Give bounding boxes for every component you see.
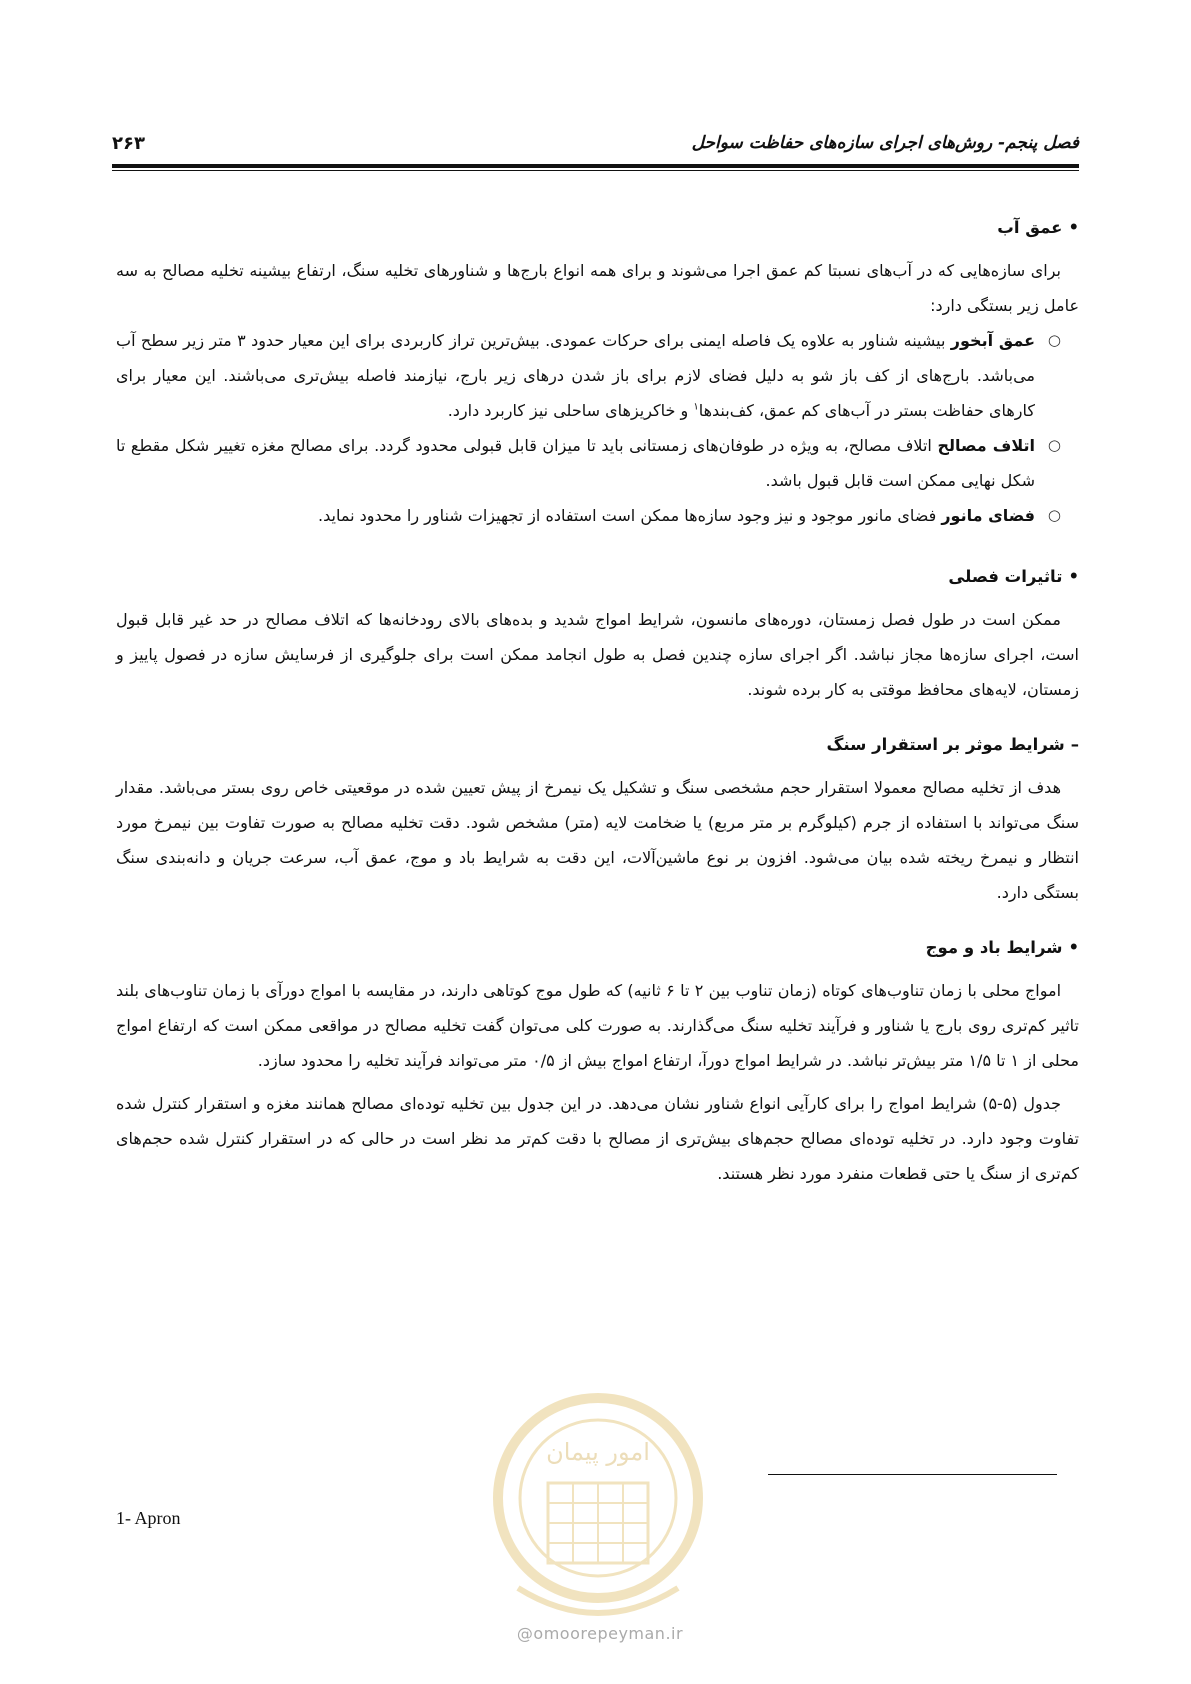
- heading-text: تاثیرات فصلی: [948, 567, 1063, 586]
- term-material-loss: اتلاف مصالح: [937, 436, 1035, 455]
- item-text-after: و خاکریزهای ساحلی نیز کاربرد دارد.: [447, 401, 694, 420]
- watermark-logo: [478, 1388, 718, 1648]
- dash-marker: –: [1070, 735, 1079, 754]
- chapter-title: فصل پنجم- روش‌های اجرای سازه‌های حفاظت سواحل: [691, 133, 1079, 153]
- page-body: [116, 210, 1079, 1191]
- paragraph-stone-placement: هدف از تخلیه مصالح معمولا استقرار حجم مشخصی سنگ و تشکیل یک نیمرخ از پیش تعیین شده در موقعیتی خاص روی بستر می‌باشد. مقدار سنگ می‌تواند با استفاده از جرم (کیلوگرم بر متر مربع) یا ضخامت لایه (متر) مشخص شود. دقت تخلیه مصالح به صورت تفاوت بین نیمرخ مورد انتظار و نیمرخ ریخته شده بیان می‌شود. افزون بر نوع ماشین‌آلات، این دقت به شرایط باد و موج، عمق آب، سرعت جریان و دانه‌بندی سنگ بستگی دارد.: [116, 778, 1079, 902]
- paragraph-wind-wave-1: امواج محلی با زمان تناوب‌های کوتاه (زمان تناوب بین ۲ تا ۶ ثانیه) که طول موج کوتاهی دارند، در مقایسه با امواج دورآی با زمان تناوب‌های بلند تاثیر کم‌تری روی بارج یا شناور و فرآیند تخلیه سنگ می‌گذارند. به صورت کلی می‌توان گفت تخلیه مصالح در مواقعی ممکن است که ارتفاع امواج محلی از ۱ تا ۱/۵ متر بیش‌تر نباشد. در شرایط امواج دورآ، ارتفاع امواج بیش از ۰/۵ متر می‌تواند فرآیند تخلیه را محدود سازد.: [116, 981, 1079, 1070]
- footnote-separator: [768, 1474, 1057, 1475]
- item-text: بیشینه شناور به علاوه یک فاصله ایمنی برای حرکات عمودی. بیش‌ترین تراز کاربردی برای این معیار حدود ۳ متر زیر سطح آب می‌باشد. بارج‌های از کف باز شو به دلیل فضای لازم برای باز شدن درهای زیر بارج، نیازمند فاصله بیش‌تری می‌باشند. این معیار برای کارهای حفاظت بستر در آب‌های کم عمق، کف‌بندها: [116, 331, 1035, 420]
- footnote: 1- Apron: [116, 1508, 181, 1528]
- term-draft-depth: عمق آبخور: [950, 331, 1035, 350]
- heading-text: شرایط موثر بر استقرار سنگ: [826, 735, 1065, 754]
- heading-text: شرایط باد و موج: [925, 938, 1063, 957]
- running-header: [112, 128, 1079, 158]
- paragraph-seasonal-effects: ممکن است در طول فصل زمستان، دوره‌های مانسون، شرایط امواج شدید و بده‌های بالای رودخانه‌ها که اتلاف مصالح در حد غیر قابل قبول است، اجرای سازه‌ها مجاز نباشد. اگر اجرای سازه چندین فصل به طول انجامد ممکن است برای جلوگیری از فرسایش سازه در فصول پاییز و زمستان، لایه‌های محافظ موقتی به کار برده شوند.: [116, 610, 1079, 699]
- circle-bullet-icon: ○: [1047, 331, 1061, 349]
- item-text: اتلاف مصالح، به ویژه در طوفان‌های زمستانی باید تا میزان قابل قبولی محدود گردد. برای مصالح مغزه تغییر شکل مقطع تا شکل نهایی ممکن است قابل قبول باشد.: [116, 436, 1035, 490]
- list-item-draft-depth: [116, 323, 1061, 428]
- water-depth-factors-list: [116, 323, 1079, 533]
- bullet-marker: •: [1068, 567, 1079, 586]
- header-rule-thick: [112, 164, 1079, 168]
- header-rule-thin: [112, 170, 1079, 171]
- heading-stone-placement: [116, 727, 1079, 762]
- page-number: ۲۶۳: [112, 132, 145, 154]
- list-item-material-loss: [116, 428, 1061, 498]
- circle-bullet-icon: ○: [1047, 436, 1061, 454]
- term-maneuver-space: فضای مانور: [941, 506, 1035, 525]
- circle-bullet-icon: ○: [1047, 506, 1061, 524]
- heading-wind-wave: [116, 930, 1079, 965]
- heading-water-depth: [116, 210, 1079, 245]
- list-item-maneuver-space: [116, 498, 1061, 533]
- item-text: فضای مانور موجود و نیز وجود سازه‌ها ممکن است استفاده از تجهیزات شناور را محدود نماید.: [318, 506, 937, 525]
- heading-text: عمق آب: [997, 218, 1063, 237]
- paragraph-wind-wave-2: جدول (۵-۵) شرایط امواج را برای کارآیی انواع شناور نشان می‌دهد. در این جدول بین تخلیه توده‌ای مصالح همانند مغزه و استقرار کنترل شده تفاوت وجود دارد. در تخلیه توده‌ای مصالح حجم‌های بیش‌تری از مصالح با دقت کم‌تر مد نظر است در حالی که در استقرار کنترل شده حجم‌های کم‌تری از سنگ یا حتی قطعات منفرد مورد نظر هستند.: [116, 1094, 1079, 1183]
- paragraph-water-depth: برای سازه‌هایی که در آب‌های نسبتا کم عمق اجرا می‌شوند و برای همه انواع بارج‌ها و شناورهای تخلیه سنگ، ارتفاع بیشینه تخلیه مصالح به سه عامل زیر بستگی دارد:: [116, 261, 1079, 315]
- bullet-marker: •: [1068, 938, 1079, 957]
- watermark-url: @omoorepeyman.ir: [516, 1624, 684, 1643]
- footnote-ref: ۱: [693, 401, 699, 413]
- heading-seasonal-effects: [116, 559, 1079, 594]
- bullet-marker: •: [1068, 218, 1079, 237]
- watermark-logo-text: امور پیمان: [546, 1438, 650, 1466]
